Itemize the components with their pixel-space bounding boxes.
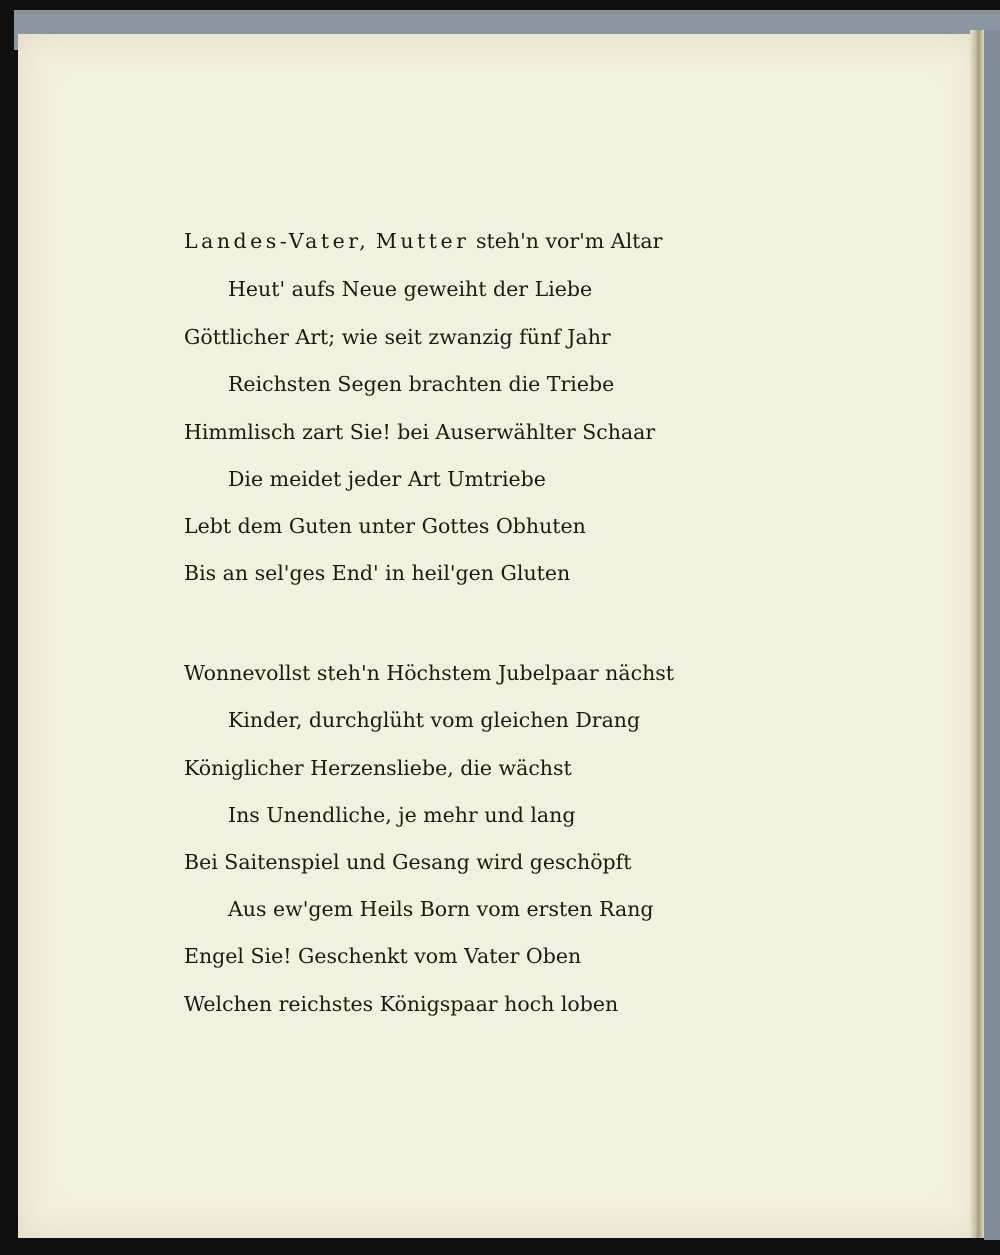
stanza1-line8: Bis an sel'ges End' in heil'gen Gluten: [184, 561, 571, 585]
spaced-word-mutter: Mutter: [375, 229, 470, 253]
spaced-word-landes-vater: Landes-Vater,: [184, 229, 370, 253]
book-cover-right: [984, 30, 1000, 1240]
stanza1-line6: Die meidet jeder Art Umtriebe: [228, 467, 546, 491]
page-edge: [970, 30, 984, 1238]
stanza2-line7: Engel Sie! Geschenkt vom Vater Oben: [184, 944, 582, 968]
stanza2-line3: Königlicher Herzensliebe, die wächst: [184, 756, 572, 780]
stanza2-line1: Wonnevollst steh'n Höchstem Jubelpaar nächst: [184, 661, 675, 685]
book-page: [18, 34, 982, 1238]
stanza1-line4: Reichsten Segen brachten die Triebe: [228, 372, 615, 396]
stanza1-line5: Himmlisch zart Sie! bei Auserwählter Schaar: [184, 420, 656, 444]
stanza2-line4: Ins Unendliche, je mehr und lang: [228, 803, 576, 827]
stanza2-line6: Aus ew'gem Heils Born vom ersten Rang: [228, 897, 654, 921]
line-rest: steh'n vor'm Altar: [476, 229, 663, 253]
stanza2-line5: Bei Saitenspiel und Gesang wird geschöpft: [184, 850, 632, 874]
stanza2-line8: Welchen reichstes Königspaar hoch loben: [184, 992, 619, 1016]
stanza2-line2: Kinder, durchglüht vom gleichen Drang: [228, 708, 641, 732]
stanza1-line7: Lebt dem Guten unter Gottes Obhuten: [184, 514, 586, 538]
stanza1-line3: Göttlicher Art; wie seit zwanzig fünf Jahr: [184, 325, 611, 349]
stanza1-line2: Heut' aufs Neue geweiht der Liebe: [228, 277, 593, 301]
stanza1-line1: [184, 226, 662, 256]
